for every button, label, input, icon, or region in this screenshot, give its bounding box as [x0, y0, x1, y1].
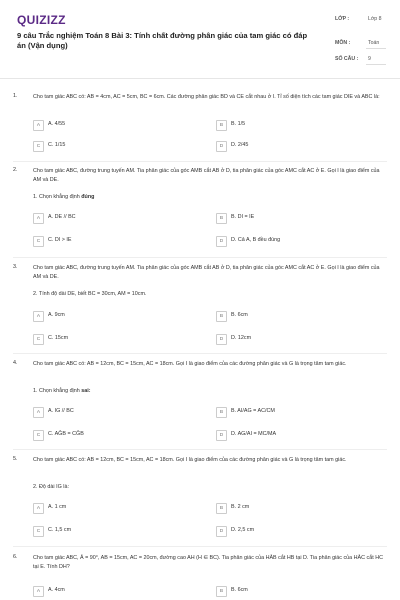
option-b[interactable] — [216, 120, 356, 130]
option-d[interactable] — [216, 334, 356, 344]
page-header — [0, 0, 400, 79]
option-letter-box: A — [33, 407, 44, 418]
option-d[interactable] — [216, 430, 356, 440]
option-letter-box: A — [33, 311, 44, 322]
question-number: 6. — [13, 554, 18, 560]
question-subprompt — [33, 194, 94, 200]
subprompt-emphasis: sai: — [81, 388, 91, 394]
option-letter-box: D — [216, 236, 227, 247]
option-letter-box: B — [216, 213, 227, 224]
option-letter-box: A — [33, 213, 44, 224]
option-c[interactable] — [33, 430, 173, 440]
option-d[interactable] — [216, 141, 356, 151]
mon-underline — [366, 48, 386, 49]
option-c[interactable] — [33, 526, 173, 536]
question-number: 5. — [13, 456, 18, 462]
option-letter-box: C — [33, 236, 44, 247]
option-text: A. 4/55 — [48, 121, 66, 127]
option-text: C. AĜB = CĜB — [48, 431, 84, 437]
option-d[interactable] — [216, 236, 356, 246]
option-c[interactable] — [33, 141, 173, 151]
option-letter-box: C — [33, 430, 44, 441]
option-text: C. 1/15 — [48, 142, 66, 148]
document-title: 9 câu Trắc nghiệm Toán 8 Bài 3: Tính chất đường phân giác của tam giác có đáp án (Vận dụng) — [17, 31, 308, 50]
option-text: C. DI > IE — [48, 237, 72, 243]
option-text: D. 12cm — [231, 335, 252, 341]
question-number: 3. — [13, 264, 18, 270]
question-subprompt — [33, 388, 91, 394]
option-a[interactable] — [33, 407, 173, 417]
option-letter-box: B — [216, 503, 227, 514]
socau-underline — [366, 64, 386, 65]
question-text: Cho tam giác ABC có: AB = 4cm, AC = 5cm, BC = 6cm. Các đường phân giác BD và CE cắt nhau ở I. Tỉ số diện tích các tam giác DIE và ABC là: — [33, 94, 380, 100]
option-letter-box: D — [216, 430, 227, 441]
option-b[interactable] — [216, 586, 356, 596]
option-letter-box: B — [216, 311, 227, 322]
option-letter-box: B — [216, 120, 227, 131]
question-number: 4. — [13, 360, 18, 366]
option-b[interactable] — [216, 311, 356, 321]
mon-value: Toán — [368, 40, 380, 46]
option-text: C. 15cm — [48, 335, 69, 341]
option-b[interactable] — [216, 407, 356, 417]
divider — [13, 449, 387, 450]
option-text: B. AI/AG = AC/CM — [231, 408, 275, 414]
option-letter-box: B — [216, 407, 227, 418]
option-text: B. DI = IE — [231, 214, 255, 220]
option-letter-box: A — [33, 120, 44, 131]
lop-value: Lớp 8 — [368, 16, 382, 22]
divider — [13, 353, 387, 354]
option-b[interactable] — [216, 503, 356, 513]
option-text: A. 1 cm — [48, 504, 67, 510]
option-text: B. 6cm — [231, 312, 248, 318]
question-subprompt: 2. Tính độ dài DE, biết BC = 30cm, AM = 10cm. — [33, 291, 147, 297]
option-a[interactable] — [33, 213, 173, 223]
option-text: B. 2 cm — [231, 504, 250, 510]
option-a[interactable] — [33, 311, 173, 321]
question-text: Cho tam giác ABC, đường trung tuyến AM. Tia phân giác của góc AMB cắt AB ở D, tia phân giác của góc AMC cắt AC ở E. Gọi I là giao điểm của AM và DE. — [33, 168, 380, 183]
option-letter-box: D — [216, 141, 227, 152]
subprompt-text: 1. Chọn khẳng định — [33, 388, 82, 394]
option-letter-box: C — [33, 334, 44, 345]
divider — [13, 257, 387, 258]
question-text: Cho tam giác ABC có: AB = 12cm, BC = 15cm, AC = 18cm. Gọi I là giao điểm của các đường phân giác và G là trọng tâm tam giác. — [33, 457, 347, 463]
socau-value: 9 — [368, 56, 371, 62]
quizizz-logo: QUIZIZZ — [17, 13, 66, 27]
option-letter-box: D — [216, 334, 227, 345]
option-text: D. 2,5 cm — [231, 527, 255, 533]
option-text: C. 1,5 cm — [48, 527, 72, 533]
option-text: A. 9cm — [48, 312, 65, 318]
option-b[interactable] — [216, 213, 356, 223]
question-subprompt: 2. Độ dài IG là: — [33, 484, 69, 490]
option-text: D. Cả A, B đều đúng — [231, 237, 281, 243]
option-a[interactable] — [33, 586, 173, 596]
question-text: Cho tam giác ABC có: AB = 12cm, BC = 15cm, AC = 18cm. Gọi I là giao điểm của các đường phân giác và G là trọng tâm tam giác. — [33, 361, 347, 367]
question-text: Cho tam giác ABC, Â = 90°, AB = 15cm, AC = 20cm, đường cao AH (H ∈ BC). Tia phân giác của HÂB cắt HB tại D. Tia phân giác của HÂC cắt HC tại E. Tính DH? — [33, 555, 384, 570]
option-text: A. IG // BC — [48, 408, 74, 414]
divider — [13, 546, 387, 547]
option-c[interactable] — [33, 334, 173, 344]
question-text: Cho tam giác ABC, đường trung tuyến AM. Tia phân giác của góc AMB cắt AB ở D, tia phân giác của góc AMC cắt AC ở E. Gọi I là giao điểm của AM và DE. — [33, 265, 380, 280]
option-letter-box: B — [216, 586, 227, 597]
option-text: B. 1/5 — [231, 121, 246, 127]
subprompt-emphasis: đúng — [81, 194, 95, 200]
option-text: B. 6cm — [231, 587, 248, 593]
lop-label: LỚP : — [335, 16, 350, 22]
option-letter-box: C — [33, 526, 44, 537]
subprompt-text: 1. Chọn khẳng định — [33, 194, 82, 200]
option-text: A. 4cm — [48, 587, 65, 593]
question-number: 1. — [13, 93, 18, 99]
socau-label: SỐ CÂU : — [335, 56, 359, 62]
option-letter-box: A — [33, 503, 44, 514]
option-letter-box: C — [33, 141, 44, 152]
option-d[interactable] — [216, 526, 356, 536]
option-a[interactable] — [33, 503, 173, 513]
option-letter-box: D — [216, 526, 227, 537]
question-number: 2. — [13, 167, 18, 173]
option-c[interactable] — [33, 236, 173, 246]
option-text: D. AG/AI = MC/MA — [231, 431, 277, 437]
option-text: D. 2/45 — [231, 142, 249, 148]
divider — [13, 161, 387, 162]
option-a[interactable] — [33, 120, 173, 130]
option-letter-box: A — [33, 586, 44, 597]
option-text: A. DE // BC — [48, 214, 76, 220]
mon-label: MÔN : — [335, 40, 351, 46]
